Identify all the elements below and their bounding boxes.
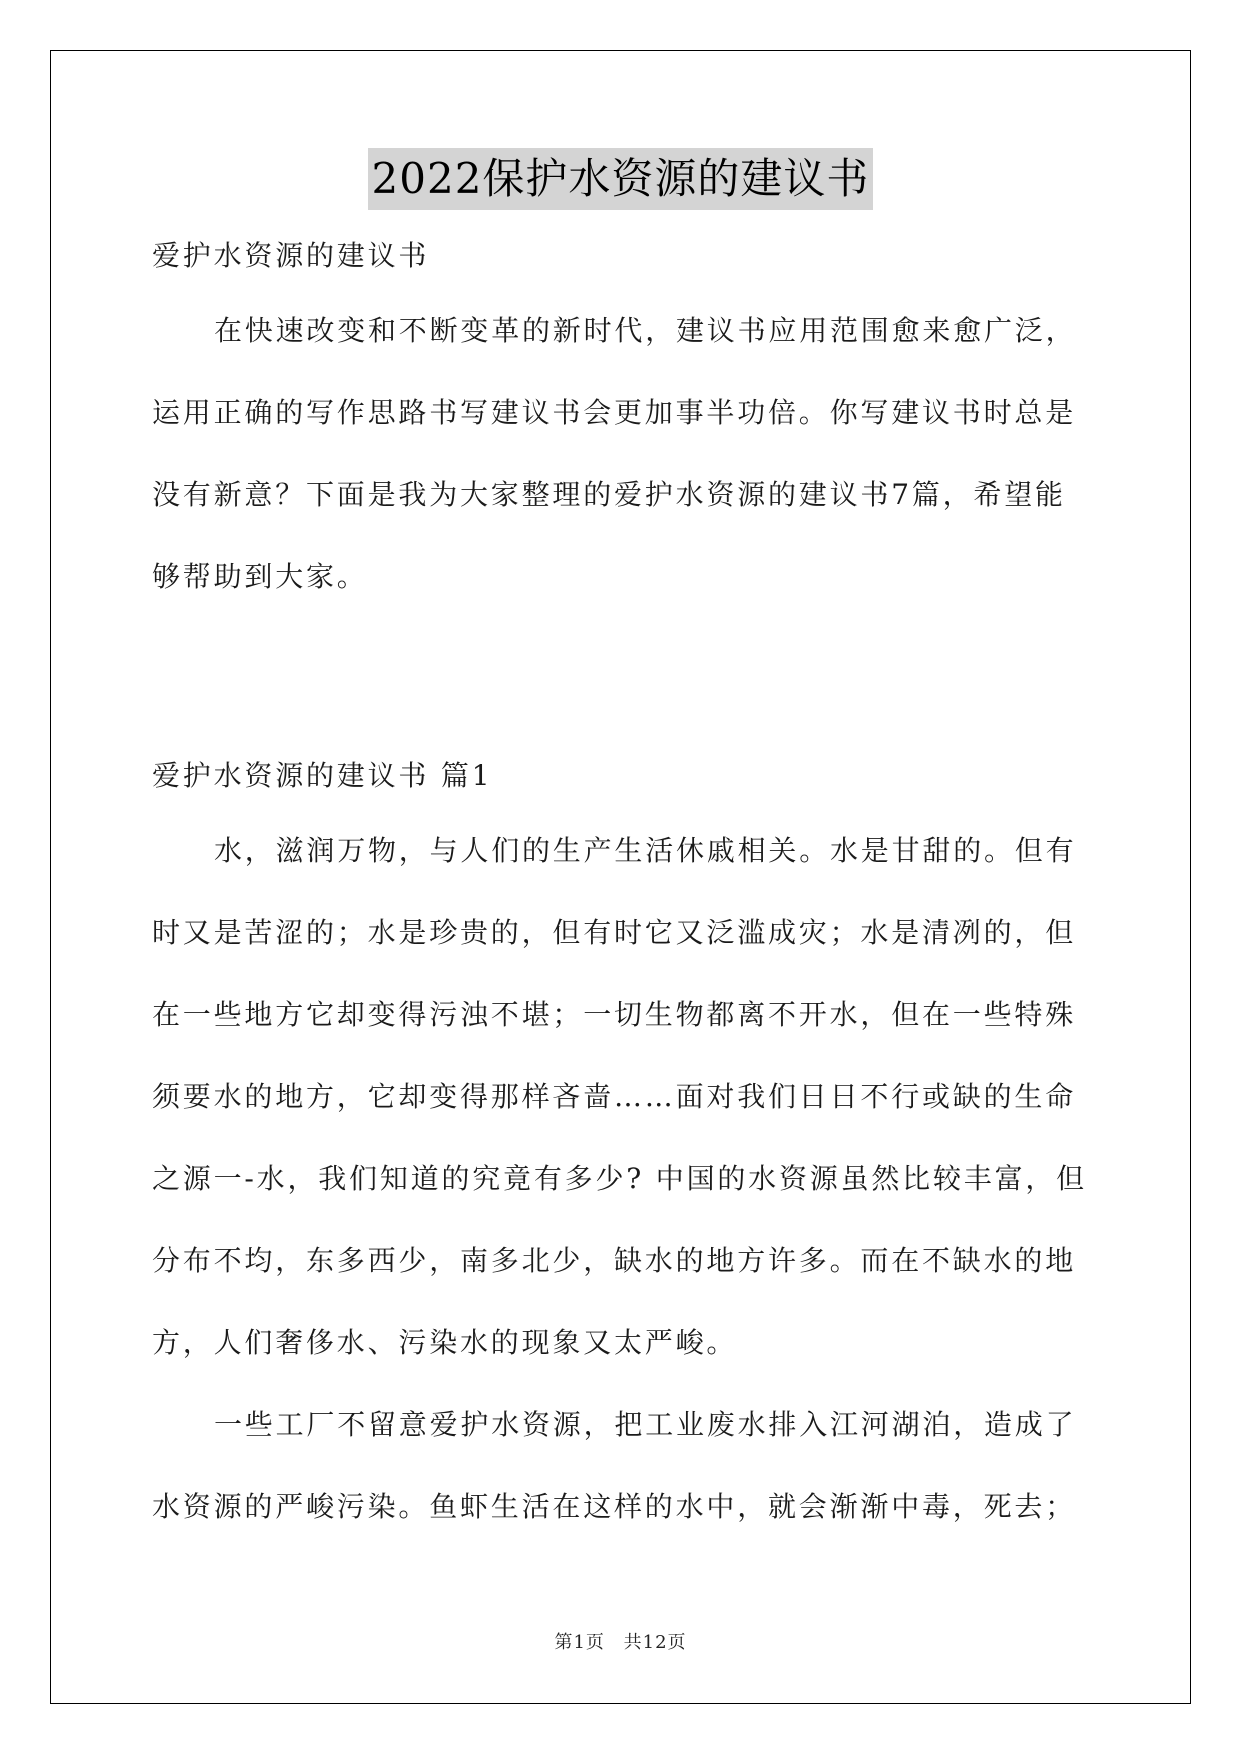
page-number: 第1页 bbox=[554, 1632, 605, 1653]
document-subtitle: 爱护水资源的建议书 bbox=[152, 239, 430, 272]
page-footer bbox=[0, 1628, 1241, 1654]
body-paragraph-2: 一些工厂不留意爱护水资源，把工业废水排入江河湖泊，造成了水资源的严峻污染。鱼虾生活在这样的水中，就会渐渐中毒，死去； bbox=[152, 1408, 1077, 1523]
body-paragraph-1: 水，滋润万物，与人们的生产生活休戚相关。水是甘甜的。但有时又是苦涩的；水是珍贵的，但有时它又泛滥成灾；水是清冽的，但在一些地方它却变得污浊不堪；一切生物都离不开水，但在一些特殊须要水的地方，它却变得那样吝啬……面对我们日日不行或缺的生命之源一-水，我们知道的究竟有多少? 中国的水资源虽然比较丰富，但分布不均，东多西少，南多北少，缺水的地方许多。而在不缺水的地方，人们奢侈水、污染水的现象又太严峻。 bbox=[152, 834, 1087, 1359]
document-title: 2022保护水资源的建议书 bbox=[368, 148, 874, 210]
intro-paragraph: 在快速改变和不断变革的新时代，建议书应用范围愈来愈广泛，运用正确的写作思路书写建议书会更加事半功倍。你写建议书时总是没有新意？下面是我为大家整理的爱护水资源的建议书7篇，希望能够帮助到大家。 bbox=[152, 314, 1077, 593]
section-heading: 爱护水资源的建议书 篇1 bbox=[152, 759, 493, 792]
title-container bbox=[0, 148, 1241, 210]
page-total: 共12页 bbox=[623, 1632, 687, 1653]
